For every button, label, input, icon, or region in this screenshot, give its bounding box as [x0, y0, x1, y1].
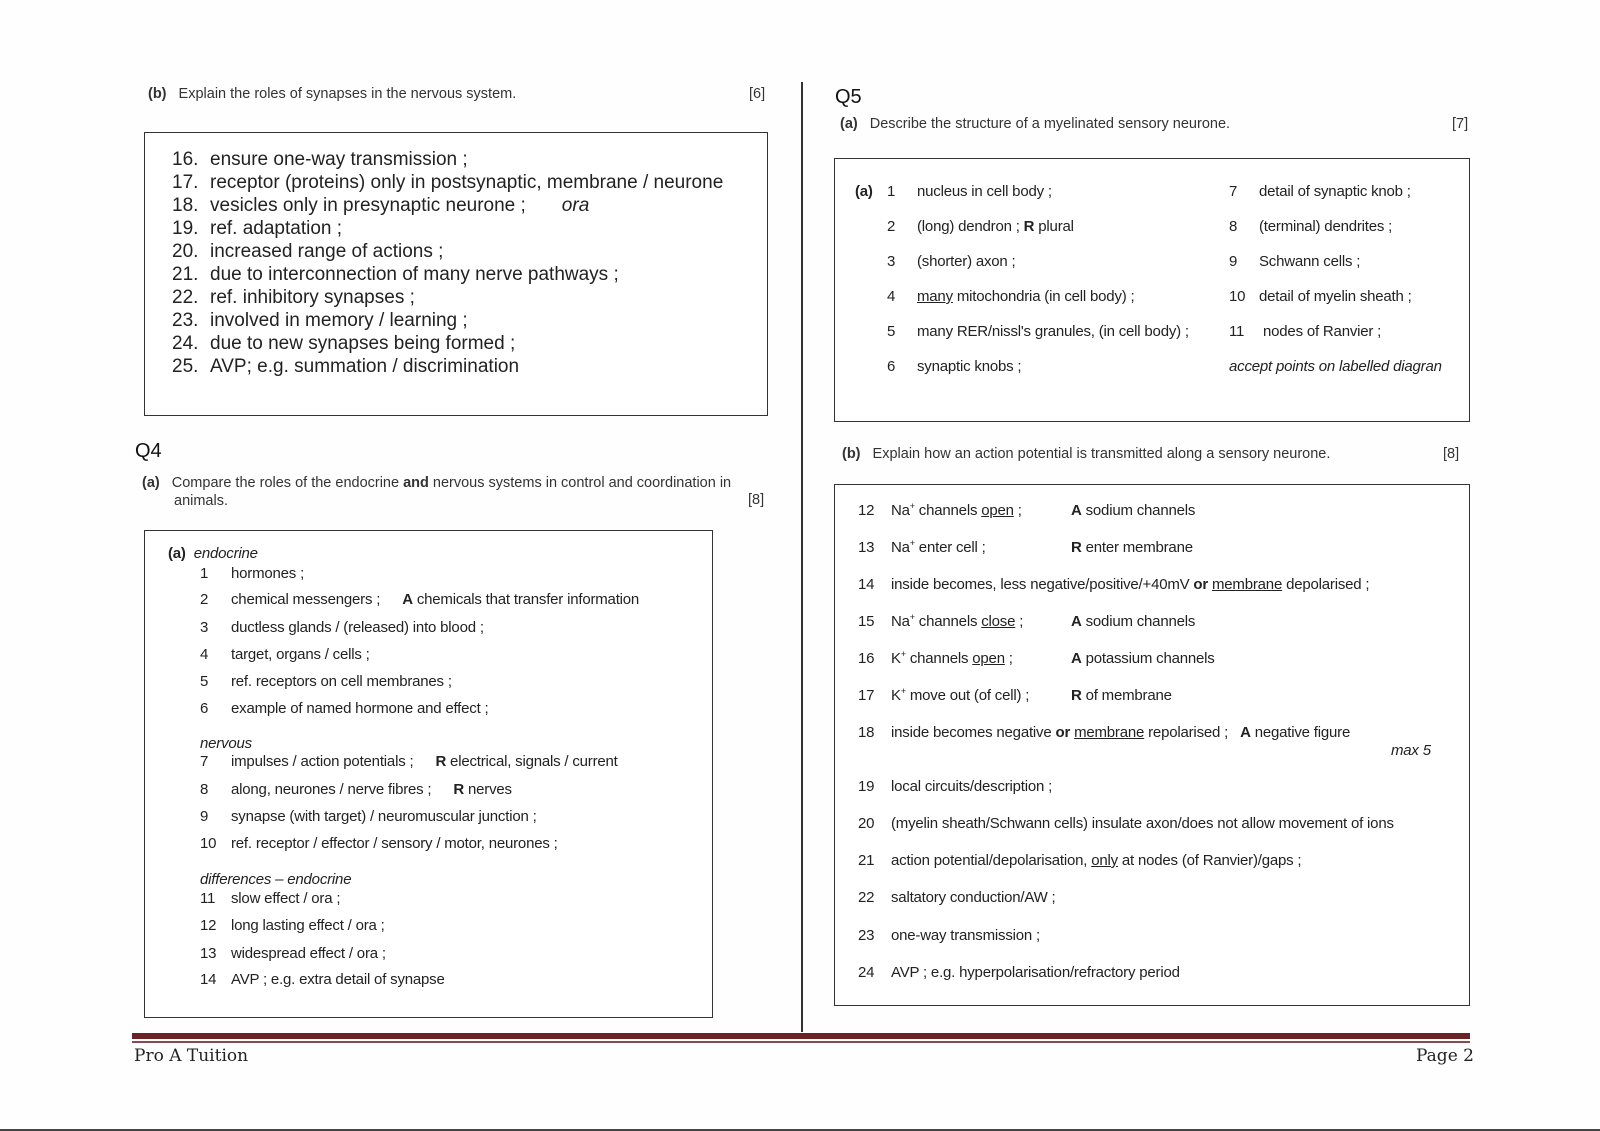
- q3b-answer-box: [144, 132, 768, 416]
- list-item-extra: [1071, 502, 1195, 519]
- item-number: 20: [858, 815, 875, 832]
- list-item: [858, 539, 986, 556]
- prompt-part: Compare the roles of the endocrine: [171, 475, 404, 491]
- item-number: 7: [200, 753, 209, 770]
- item-text: along, neurones / nerve fibres ;: [231, 781, 432, 798]
- list-item: [200, 917, 385, 934]
- item-text: chemical messengers ;: [231, 591, 381, 608]
- item-text: ;: [1004, 650, 1013, 667]
- item-note: ora: [561, 195, 590, 216]
- item-number: 12: [858, 502, 875, 519]
- list-item: [1229, 253, 1360, 270]
- list-item: [858, 964, 1180, 981]
- ion-charge: +: [900, 649, 906, 659]
- item-number: 8: [1229, 218, 1238, 235]
- item-emphasis: open: [972, 650, 1005, 667]
- item-text: (shorter) axon ;: [917, 253, 1016, 270]
- list-item: [858, 650, 1013, 667]
- accept-marker: A: [1071, 613, 1082, 630]
- item-number: 19.: [172, 218, 199, 239]
- list-item: [858, 778, 1052, 795]
- footer-brand: Pro A Tuition: [134, 1046, 249, 1066]
- item-text: at nodes (of Ranvier)/gaps ;: [1117, 852, 1302, 869]
- q3b-marks: [6]: [749, 86, 766, 102]
- list-item: [200, 646, 370, 663]
- item-number: 22.: [172, 287, 199, 308]
- item-emphasis: many: [917, 288, 953, 305]
- item-number: 21.: [172, 264, 199, 285]
- reject-marker: R: [1023, 218, 1035, 235]
- q5a-prompt: [840, 116, 1230, 132]
- list-item: [887, 323, 1189, 340]
- item-text: local circuits/description ;: [891, 778, 1053, 795]
- list-item-extra: [1071, 650, 1215, 667]
- item-text: inside becomes negative: [891, 724, 1056, 741]
- q5b-prompt: [842, 446, 1330, 462]
- item-text: action potential/depolarisation,: [891, 852, 1092, 869]
- item-number: 23.: [172, 310, 199, 331]
- item-number: 12: [200, 917, 217, 934]
- item-emphasis: membrane: [1212, 576, 1283, 593]
- marking-note: accept points on labelled diagran: [1229, 358, 1442, 375]
- item-text: saltatory conduction/AW ;: [891, 889, 1056, 906]
- item-number: 5: [200, 673, 209, 690]
- q5-heading: Q5: [835, 86, 862, 108]
- item-number: 11: [200, 890, 216, 907]
- list-item: [858, 852, 1301, 869]
- item-number: 24.: [172, 333, 199, 354]
- list-item: [200, 971, 445, 988]
- item-text: enter cell ;: [914, 539, 986, 556]
- item-text: target, organs / cells ;: [231, 646, 370, 663]
- list-item: [172, 241, 443, 263]
- item-text: mitochondria (in cell body) ;: [952, 288, 1135, 305]
- item-emphasis: only: [1091, 852, 1118, 869]
- part-label: (a): [168, 545, 186, 562]
- q5a-answer-box: [834, 158, 1470, 422]
- item-emphasis: membrane: [1074, 724, 1145, 741]
- footer-rule: [132, 1033, 1470, 1039]
- list-item: [172, 310, 468, 332]
- list-item-extra: [1071, 539, 1193, 556]
- item-number: 4: [887, 288, 896, 305]
- part-label: (b): [842, 446, 861, 462]
- item-text: ref. inhibitory synapses ;: [210, 287, 415, 308]
- q5b-marks: [8]: [1443, 446, 1460, 462]
- section-heading-endocrine: endocrine: [193, 545, 258, 562]
- item-text: move out (of cell) ;: [905, 687, 1030, 704]
- item-number: 25.: [172, 356, 199, 377]
- page-number: Page 2: [1416, 1046, 1474, 1066]
- list-item: [200, 890, 340, 907]
- list-item: [858, 502, 1022, 519]
- ion-symbol: Na: [891, 502, 910, 519]
- item-text: widespread effect / ora ;: [231, 945, 386, 962]
- q5b-answer-box: [834, 484, 1470, 1006]
- accept-marker: A: [1240, 724, 1251, 741]
- item-number: 22: [858, 889, 875, 906]
- item-number: 8: [200, 781, 209, 798]
- item-text: synaptic knobs ;: [917, 358, 1022, 375]
- item-text: ensure one-way transmission ;: [210, 149, 468, 170]
- item-text: hormones ;: [231, 565, 305, 582]
- list-item: [858, 576, 1369, 593]
- item-extra: negative figure: [1254, 724, 1351, 741]
- item-number: 7: [1229, 183, 1238, 200]
- item-number: 10: [200, 835, 217, 852]
- item-number: 3: [887, 253, 896, 270]
- item-number: 16.: [172, 149, 199, 170]
- ion-charge: +: [909, 612, 915, 622]
- item-text: receptor (proteins) only in postsynaptic, membrane / neurone: [210, 172, 724, 193]
- reject-marker: R: [1071, 539, 1082, 556]
- item-text: due to new synapses being formed ;: [210, 333, 516, 354]
- q5a-marks: [7]: [1452, 116, 1469, 132]
- item-text: (myelin sheath/Schwann cells) insulate axon/does not allow movement of ions: [891, 815, 1394, 832]
- list-item: [172, 218, 342, 240]
- part-label: (a): [142, 475, 160, 491]
- list-item: [172, 356, 519, 378]
- item-number: 18.: [172, 195, 199, 216]
- item-number: 2: [200, 591, 209, 608]
- item-text: ref. receptor / effector / sensory / motor, neurones ;: [231, 835, 558, 852]
- list-item: [200, 753, 618, 770]
- item-number: 1: [200, 565, 209, 582]
- item-number: 17.: [172, 172, 199, 193]
- item-text: one-way transmission ;: [891, 927, 1040, 944]
- section-heading-nervous: nervous: [200, 735, 252, 752]
- item-number: 2: [887, 218, 896, 235]
- list-item: [858, 613, 1023, 630]
- item-extra: electrical, signals / current: [450, 753, 618, 770]
- list-item: [887, 218, 1074, 235]
- item-text: AVP; e.g. summation / discrimination: [210, 356, 520, 377]
- item-number: 10: [1229, 288, 1246, 305]
- item-text: increased range of actions ;: [210, 241, 444, 262]
- accept-marker: A: [1071, 650, 1082, 667]
- item-text: ductless glands / (released) into blood ;: [231, 619, 484, 636]
- item-extra: nerves: [468, 781, 512, 798]
- ion-symbol: K: [891, 687, 901, 704]
- list-item: [200, 835, 558, 852]
- item-text: involved in memory / learning ;: [210, 310, 468, 331]
- item-extra: sodium channels: [1085, 613, 1196, 630]
- item-text: detail of myelin sheath ;: [1259, 288, 1412, 305]
- item-number: 14: [200, 971, 217, 988]
- ion-symbol: Na: [891, 613, 910, 630]
- item-number: 19: [858, 778, 875, 795]
- list-item-extra: [1071, 687, 1172, 704]
- item-number: 9: [1229, 253, 1238, 270]
- item-number: 17: [858, 687, 875, 704]
- q3b-prompt: [148, 86, 516, 102]
- item-connector: or: [1193, 576, 1209, 593]
- item-text: long lasting effect / ora ;: [231, 917, 385, 934]
- section-heading-differences: differences – endocrine: [200, 871, 352, 888]
- item-number: 13: [858, 539, 875, 556]
- list-item-extra: [1071, 613, 1195, 630]
- prompt-part: nervous systems in control and coordination in: [428, 475, 732, 491]
- list-item: [200, 619, 484, 636]
- item-number: 23: [858, 927, 875, 944]
- item-extra: enter membrane: [1085, 539, 1193, 556]
- item-text: many RER/nissl's granules, (in cell body) ;: [917, 323, 1189, 340]
- item-number: 24: [858, 964, 875, 981]
- ion-charge: +: [909, 501, 915, 511]
- item-text: inside becomes, less negative/positive/+40mV: [891, 576, 1194, 593]
- ion-charge: +: [900, 686, 906, 696]
- q4a-answer-box: [144, 530, 713, 1018]
- item-text: detail of synaptic knob ;: [1259, 183, 1411, 200]
- item-number: 3: [200, 619, 209, 636]
- item-text: AVP ; e.g. extra detail of synapse: [231, 971, 445, 988]
- item-text: nodes of Ranvier ;: [1263, 323, 1382, 340]
- item-text: (terminal) dendrites ;: [1259, 218, 1393, 235]
- item-number: 11: [1229, 323, 1245, 340]
- column-divider: [801, 82, 803, 1032]
- item-text: ;: [1013, 502, 1022, 519]
- footer-rule-thin: [132, 1041, 1470, 1043]
- part-label: (a): [855, 183, 873, 200]
- question-text: [172, 475, 731, 491]
- question-text: Explain the roles of synapses in the nervous system.: [178, 86, 517, 102]
- reject-marker: R: [453, 781, 465, 798]
- item-text: channels: [905, 650, 973, 667]
- item-extra: of membrane: [1085, 687, 1172, 704]
- list-item: [200, 673, 452, 690]
- item-text: (long) dendron ;: [917, 218, 1020, 235]
- list-item: [200, 591, 639, 608]
- item-number: 18: [858, 724, 875, 741]
- item-text: slow effect / ora ;: [231, 890, 341, 907]
- item-text: depolarised ;: [1282, 576, 1370, 593]
- list-item: [200, 565, 304, 582]
- list-item: [858, 687, 1029, 704]
- item-number: 6: [200, 700, 209, 717]
- list-item: [858, 889, 1056, 906]
- ion-symbol: Na: [891, 539, 910, 556]
- item-text: channels: [914, 502, 982, 519]
- list-item: [1229, 183, 1411, 200]
- part-label: (b): [148, 86, 167, 102]
- reject-marker: R: [435, 753, 447, 770]
- list-item: [858, 724, 1350, 741]
- list-item: [172, 287, 415, 309]
- item-text: ref. adaptation ;: [210, 218, 343, 239]
- accept-marker: A: [402, 591, 413, 608]
- item-text: channels: [914, 613, 982, 630]
- item-number: 1: [887, 183, 896, 200]
- list-item: [200, 781, 512, 798]
- item-text: vesicles only in presynaptic neurone ;: [210, 195, 526, 216]
- item-connector: or: [1055, 724, 1071, 741]
- item-text: due to interconnection of many nerve pathways ;: [210, 264, 619, 285]
- list-item: [1229, 288, 1412, 305]
- item-emphasis: close: [981, 613, 1016, 630]
- item-number: 6: [887, 358, 896, 375]
- list-item: [172, 195, 589, 217]
- item-text: nucleus in cell body ;: [917, 183, 1052, 200]
- item-extra: sodium channels: [1085, 502, 1196, 519]
- prompt-emphasis: and: [403, 475, 429, 491]
- list-item: [887, 183, 1052, 200]
- list-item: [858, 927, 1040, 944]
- item-number: 20.: [172, 241, 199, 262]
- item-number: 14: [858, 576, 875, 593]
- list-item: [172, 172, 723, 194]
- item-text: example of named hormone and effect ;: [231, 700, 489, 717]
- list-item: [887, 288, 1134, 305]
- list-item: [172, 264, 619, 286]
- box-label: [168, 545, 258, 562]
- item-extra: chemicals that transfer information: [416, 591, 640, 608]
- list-item: [200, 808, 537, 825]
- item-number: 13: [200, 945, 217, 962]
- part-label: (a): [840, 116, 858, 132]
- item-extra: potassium channels: [1085, 650, 1215, 667]
- ion-charge: +: [909, 538, 915, 548]
- list-item: [887, 358, 1021, 375]
- item-emphasis: open: [981, 502, 1014, 519]
- max-marks-note: max 5: [1391, 742, 1431, 759]
- question-text: Explain how an action potential is transmitted along a sensory neurone.: [872, 446, 1331, 462]
- item-number: 5: [887, 323, 896, 340]
- item-text: AVP ; e.g. hyperpolarisation/refractory period: [891, 964, 1180, 981]
- accept-marker: A: [1071, 502, 1082, 519]
- item-number: 15: [858, 613, 875, 630]
- q4-heading: Q4: [135, 440, 162, 462]
- item-number: 4: [200, 646, 209, 663]
- item-text: Schwann cells ;: [1259, 253, 1361, 270]
- item-text: synapse (with target) / neuromuscular junction ;: [231, 808, 537, 825]
- item-text: repolarised ;: [1144, 724, 1229, 741]
- list-item: [172, 149, 468, 171]
- item-text: ;: [1015, 613, 1024, 630]
- item-number: 21: [858, 852, 875, 869]
- list-item: [172, 333, 515, 355]
- list-item: [858, 815, 1456, 832]
- item-number: 9: [200, 808, 209, 825]
- list-item: [1229, 323, 1381, 340]
- item-number: 16: [858, 650, 875, 667]
- ion-symbol: K: [891, 650, 901, 667]
- item-text: ref. receptors on cell membranes ;: [231, 673, 452, 690]
- list-item: [887, 253, 1016, 270]
- question-text: Describe the structure of a myelinated sensory neurone.: [869, 116, 1231, 132]
- reject-marker: R: [1071, 687, 1082, 704]
- list-item: [1229, 218, 1392, 235]
- question-text-line2: animals.: [174, 493, 228, 509]
- item-extra: plural: [1038, 218, 1074, 235]
- q4a-marks: [8]: [748, 492, 765, 508]
- list-item: [200, 700, 489, 717]
- box-label: [855, 183, 873, 200]
- list-item: [200, 945, 386, 962]
- q4a-prompt: [142, 474, 767, 510]
- item-text: impulses / action potentials ;: [231, 753, 414, 770]
